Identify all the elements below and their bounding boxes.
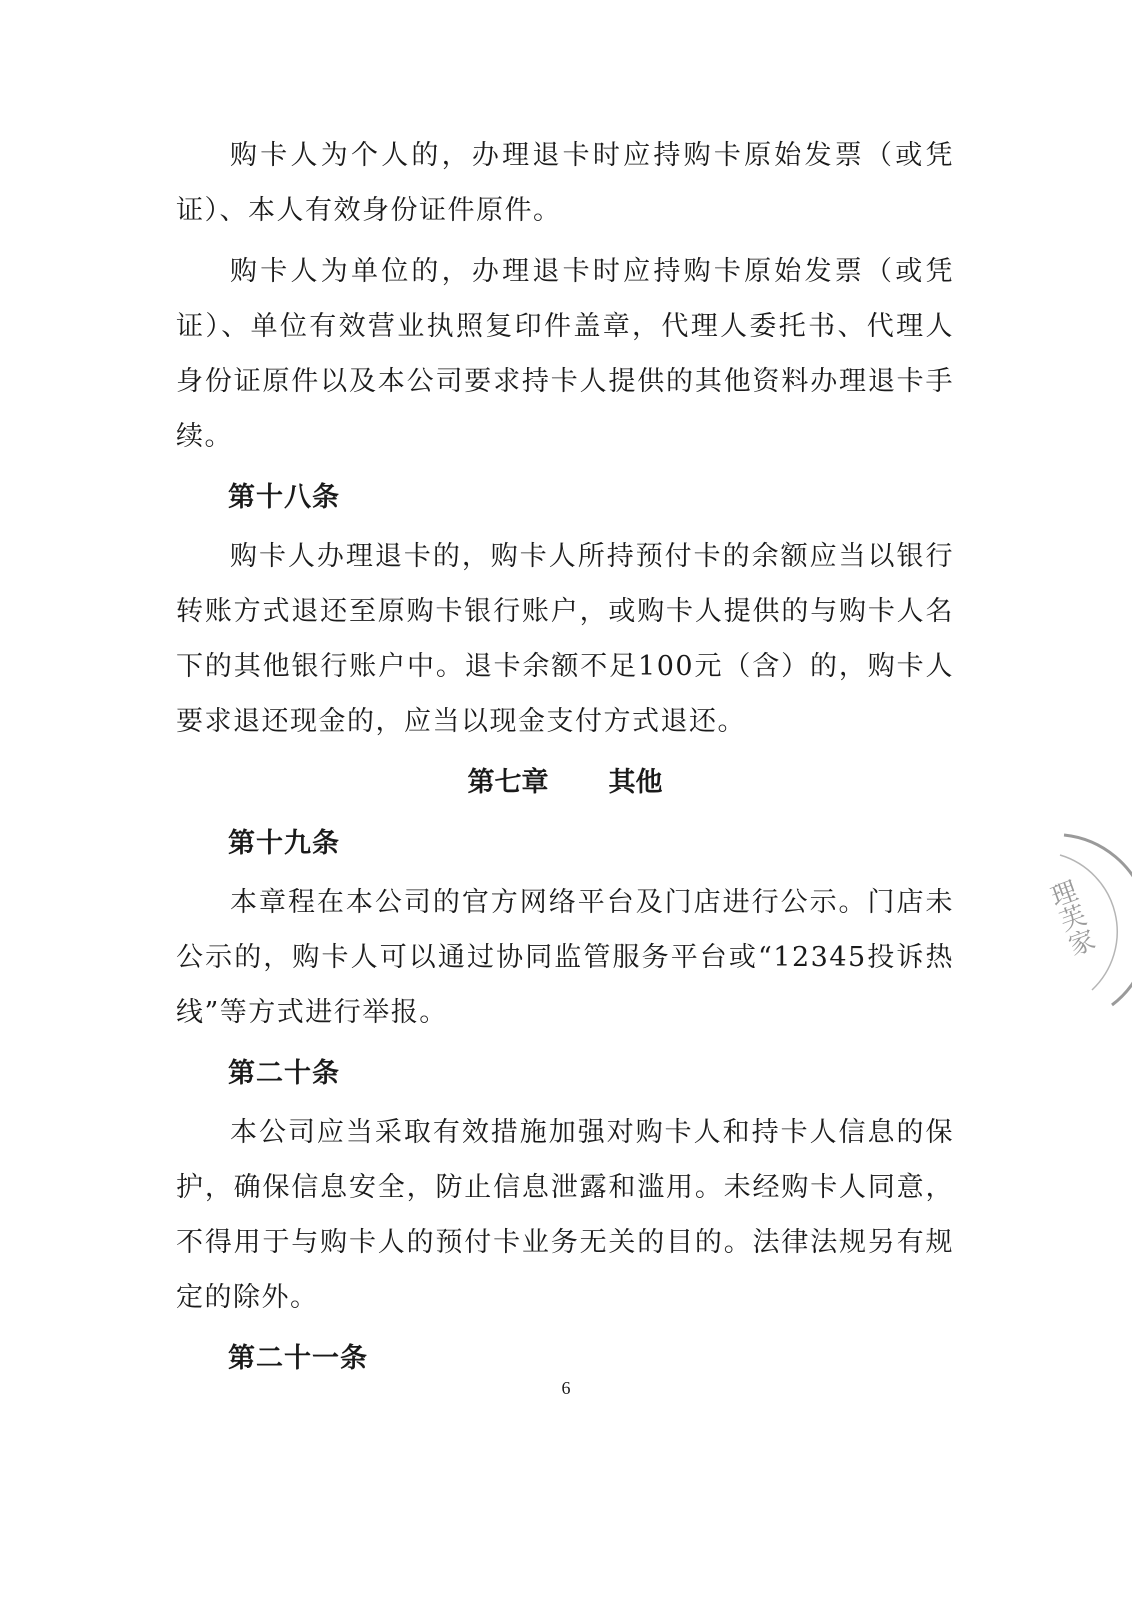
page-number: 6 — [561, 1378, 571, 1398]
paragraph-refund-method: 购卡人办理退卡的，购卡人所持预付卡的余额应当以银行转账方式退还至原购卡银行账户，或购卡人提供的与购卡人名下的其他银行账户中。退卡余额不足100元（含）的，购卡人要求退还现金的，应当以现金支付方式退还。 — [176, 541, 954, 737]
paragraph-company-refund: 购卡人为单位的，办理退卡时应持购卡原始发票（或凭证）、单位有效营业执照复印件盖章，代理人委托书、代理人身份证原件以及本公司要求持卡人提供的其他资料办理退卡手续。 — [176, 256, 954, 452]
article-heading-20: 第二十条 — [228, 1058, 340, 1089]
seal-text: 理芙家 — [1042, 876, 1098, 960]
article-heading-19: 第十九条 — [228, 828, 340, 859]
article-heading-18: 第十八条 — [228, 482, 340, 513]
chapter-number: 第七章 — [467, 767, 549, 798]
paragraph-individual-refund: 购卡人为个人的，办理退卡时应持购卡原始发票（或凭证）、本人有效身份证件原件。 — [176, 140, 954, 226]
company-seal-stamp — [1042, 815, 1132, 1015]
document-body — [176, 128, 954, 1390]
paragraph-privacy: 本公司应当采取有效措施加强对购卡人和持卡人信息的保护，确保信息安全，防止信息泄露和滥用。未经购卡人同意，不得用于与购卡人的预付卡业务无关的目的。法律法规另有规定的除外。 — [176, 1117, 954, 1313]
chapter-heading — [176, 755, 954, 810]
chapter-title: 其他 — [608, 767, 663, 798]
article-heading-21: 第二十一条 — [228, 1343, 368, 1374]
paragraph-publicity: 本章程在本公司的官方网络平台及门店进行公示。门店未公示的，购卡人可以通过协同监管服务平台或“12345投诉热线”等方式进行举报。 — [176, 887, 954, 1028]
